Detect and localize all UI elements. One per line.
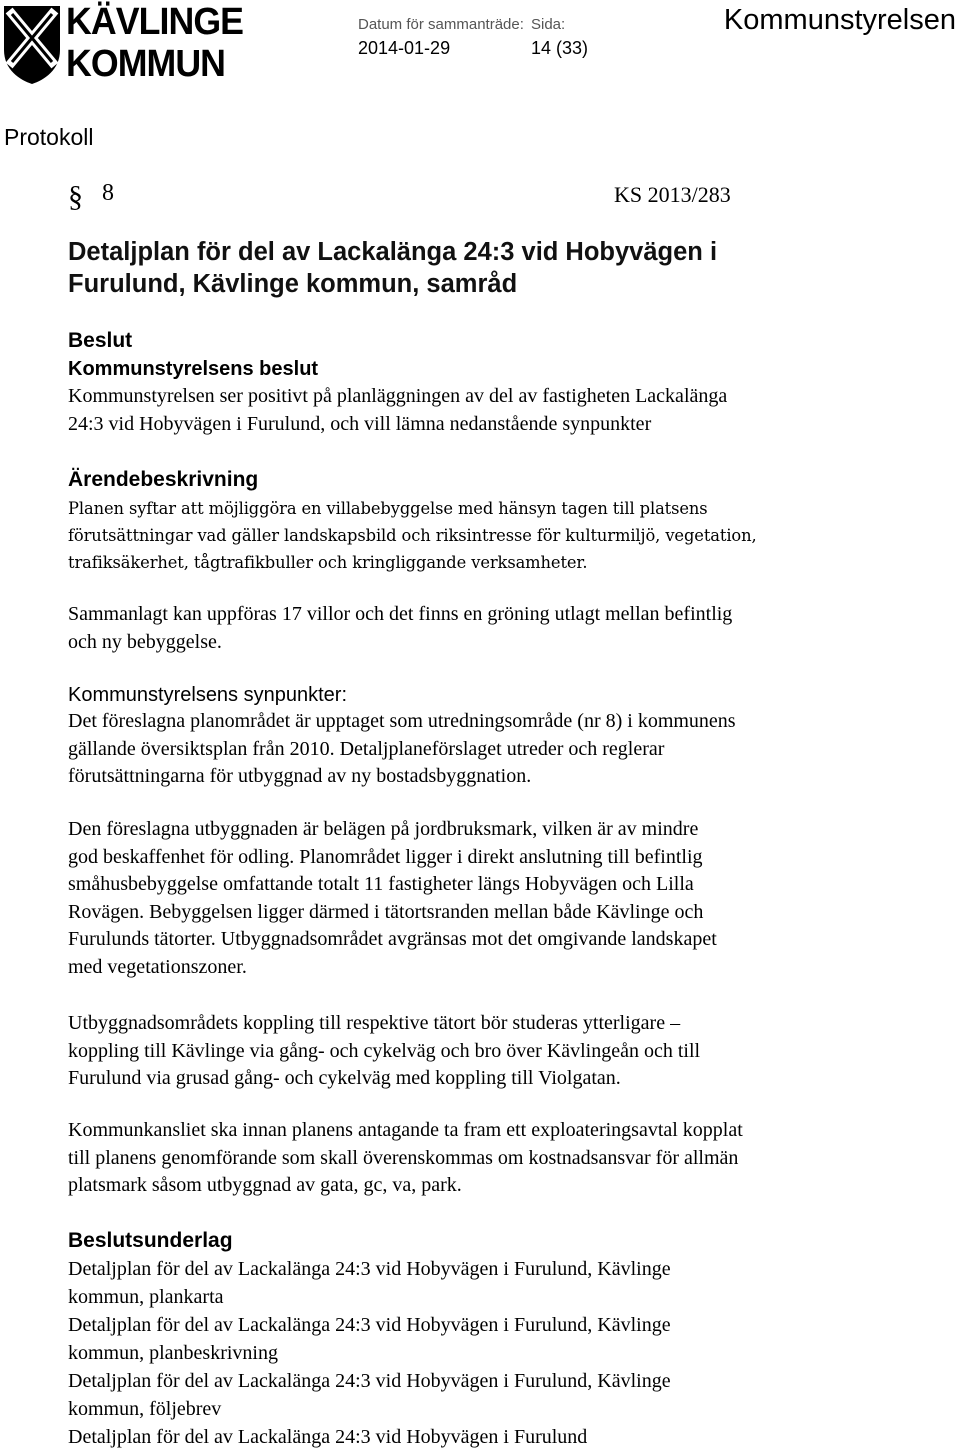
viewpoints-heading: Kommunstyrelsens synpunkter:: [68, 684, 348, 706]
meeting-date-value: 2014-01-29: [358, 38, 451, 58]
basis-heading: Beslutsunderlag: [68, 1229, 233, 1252]
logo-text-kommun: KOMMUN: [66, 43, 226, 85]
kavlinge-kommun-logo: [0, 0, 245, 90]
meeting-date-label: Datum för sammanträde:: [358, 16, 524, 33]
page-number: 14 (33): [531, 38, 589, 58]
basis-item: Detaljplan för del av Lackalänga 24:3 vid Hobyvägen i Furulund: [68, 1426, 588, 1448]
decision-heading: Beslut: [68, 329, 133, 352]
basis-item: Detaljplan för del av Lackalänga 24:3 vid Hobyvägen i Furulund, Kävlinge kommun, plankarta: [68, 1258, 671, 1308]
basis-item: Detaljplan för del av Lackalänga 24:3 vid Hobyvägen i Furulund, Kävlinge kommun, följebrev: [68, 1370, 671, 1420]
description-paragraph-2: Sammanlagt kan uppföras 17 villor och det finns en gröning utlagt mellan befintlig och ny bebyggelse.: [68, 603, 733, 653]
decision-subheading: Kommunstyrelsens beslut: [68, 358, 319, 380]
section-sign: §: [68, 180, 83, 213]
coat-of-arms-icon: [0, 4, 64, 86]
viewpoints-paragraph-2: Den föreslagna utbyggnaden är belägen på jordbruksmark, vilken är av mindre god beskaffenhet för odling. Planområdet ligger i direkt anslutning till befintlig småhusbebyggelse omfattande totalt 11 fastigheter längs Hobyvägen och Lilla Rovägen. Bebyggelsen ligger därmed i tätortsranden mellan både Kävlinge och Furulunds tätorter. Utbyggnadsområdet avgränsas mot det omgivande landskapet med vegetationszoner.: [68, 818, 717, 978]
case-number: KS 2013/283: [614, 182, 731, 207]
organization-name: Kommunstyrelsen: [723, 4, 956, 36]
page-label: Sida:: [531, 16, 566, 33]
viewpoints-paragraph-4: Kommunkansliet ska innan planens antagande ta fram ett exploateringsavtal kopplat till planens genomförande som skall överenskommas om kostnadsansvar för allmän platsmark såsom utbyggnad av gata, gc, va, park.: [68, 1119, 743, 1196]
viewpoints-paragraph-1: Det föreslagna planområdet är upptaget som utredningsområde (nr 8) i kommunens gällande översiktsplan från 2010. Detaljplaneförslaget utreder och reglerar förutsättningarna för utbyggnad av ny bostadsbyggnation.: [68, 710, 736, 787]
decision-text: Kommunstyrelsen ser positivt på planläggningen av del av fastigheten Lackalänga 24:3 vid Hobyvägen i Furulund, och vill lämna nedanstående synpunkter: [68, 385, 728, 435]
description-paragraph-1: Planen syftar att möjliggöra en villabebyggelse med hänsyn tagen till platsens förutsättningar vad gäller landskapsbild och riksintresse för kulturmiljö, vegetation, trafiksäkerhet, tågtrafikbuller och kringliggande verksamheter.: [68, 499, 757, 572]
document-type: Protokoll: [4, 124, 94, 150]
basis-item: Detaljplan för del av Lackalänga 24:3 vid Hobyvägen i Furulund, Kävlinge kommun, planbeskrivning: [68, 1314, 671, 1364]
logo-text-kavlinge: KÄVLINGE: [66, 1, 244, 43]
section-number: 8: [102, 180, 114, 206]
section-title: Detaljplan för del av Lackalänga 24:3 vid Hobyvägen i Furulund, Kävlinge kommun, samråd: [68, 238, 718, 298]
viewpoints-paragraph-3: Utbyggnadsområdets koppling till respektive tätort bör studeras ytterligare – koppling till Kävlinge via gång- och cykelväg och bro över Kävlingeån och till Furulund via grusad gång- och cykelväg med koppling till Violgatan.: [68, 1012, 701, 1089]
description-heading: Ärendebeskrivning: [68, 468, 259, 491]
